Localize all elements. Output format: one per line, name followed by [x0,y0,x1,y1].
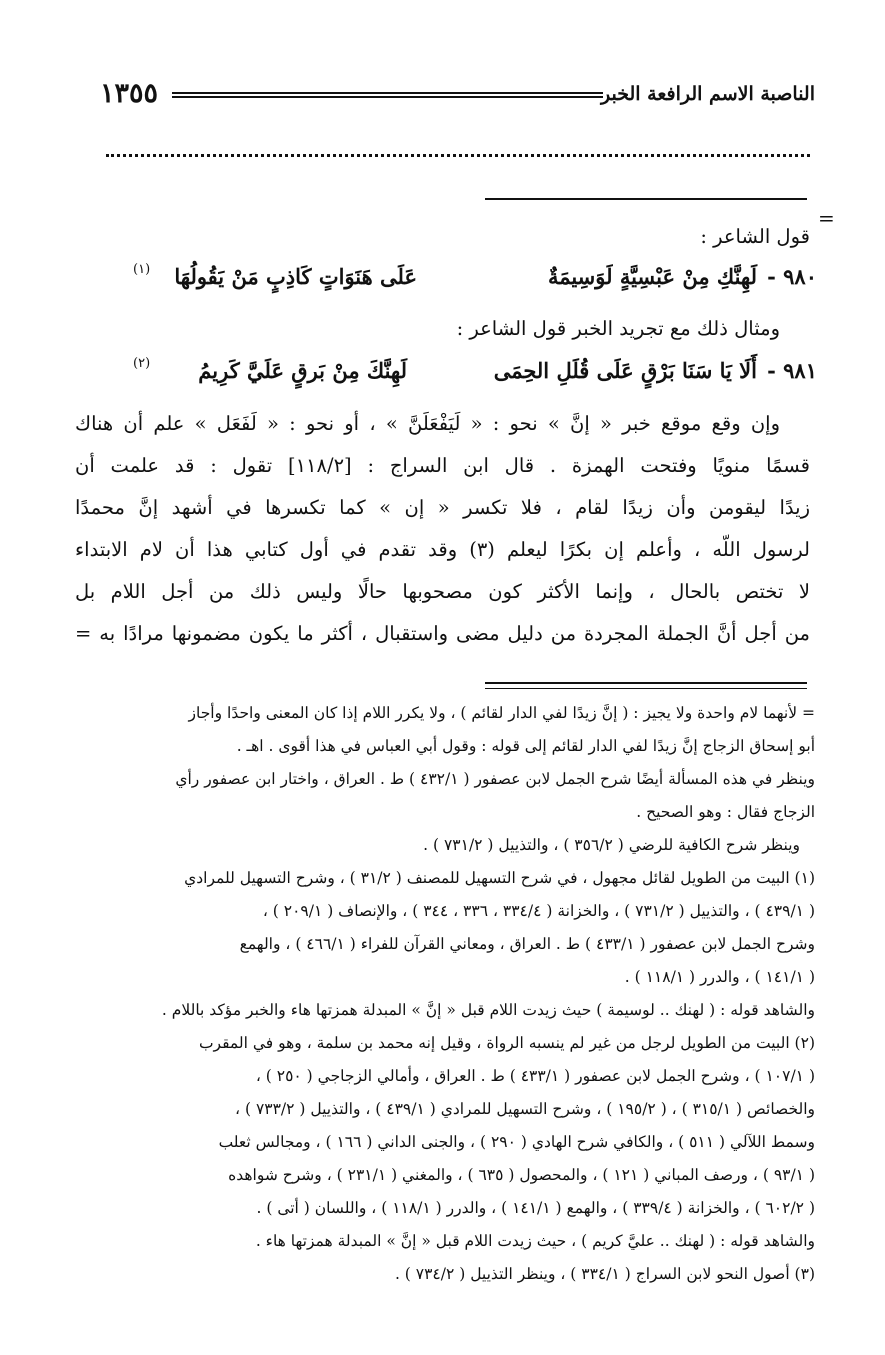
footnote-line: وينظر شرح الكافية للرضي ( ٣٥٦/٢ ) ، والتذييل ( ٧٣١/٢ ) . [423,836,800,854]
footnote-line: ( ١٤١/١ ) ، والدرر ( ١١٨/١ ) . [624,968,815,986]
between-verses-text: ومثال ذلك مع تجريد الخبر قول الشاعر : [456,317,780,340]
footnote-ref: (١) [133,262,151,277]
top-short-rule [485,198,807,200]
continuation-mark: = [818,206,835,230]
footnote-line: والشاهد قوله : ( لهنك .. عليَّ كريم ) ، حيث زيدت اللام قبل « إنَّ » المبدلة همزتها هاء . [255,1232,815,1250]
footnote-line: ( ٩٣/١ ) ، ورصف المباني ( ١٢١ ) ، والمحصول ( ٦٣٥ ) ، والمغني ( ٢٣١/١ ) ، وشرح شواهده [228,1166,815,1184]
footnote-ref: (٢) [133,356,151,371]
page-number: ١٣٥٥ [100,78,159,109]
dotted-separator [106,142,810,157]
body-line: لا تختص بالحال ، وإنما الأكثر كون مصحوبها حالًا وليس ذلك من أجل اللام بل [75,580,810,603]
body-line: قسمًا منويًا وفتحت الهمزة . قال ابن السراج : [١١٨/٢] تقول : قد علمت أن [75,454,810,477]
footnote-line: وسمط اللآلي ( ٥١١ ) ، والكافي شرح الهادي ( ٢٩٠ ) ، والجنى الداني ( ١٦٦ ) ، ومجالس ثعلب [218,1133,815,1151]
footnote-line: أبو إسحاق الزجاج إنَّ زيدًا لفي الدار لقائم إلى قوله : وقول أبي العباس في هذا أقوى . اهـ . [236,737,815,755]
verse-hemistich-1: أَلَا يَا سَنَا بَرْقٍ عَلَى قُلَلِ الحِمَى [493,358,757,383]
footnote-line: والشاهد قوله : ( لهنك .. لوسيمة ) حيث زيدت اللام قبل « إنَّ » المبدلة همزتها هاء والخبر مؤكد باللام . [161,1001,815,1019]
footnote-line: (٣) أصول النحو لابن السراج ( ٣٣٤/١ ) ، وينظر التذييل ( ٧٣٤/٢ ) . [394,1265,815,1283]
verse-980 [95,264,817,298]
verse-number: ٩٨١ - [767,358,817,383]
footnote-line: ( ١٠٧/١ ) ، وشرح الجمل لابن عصفور ( ٤٣٣/١ ) ط . العراق ، وأمالي الزجاجي ( ٢٥٠ ) ، [255,1067,815,1085]
footnote-line: وينظر في هذه المسألة أيضًا شرح الجمل لابن عصفور ( ٤٣٢/١ ) ط . العراق ، واختار ابن عصفور رأي [175,770,815,788]
body-paragraph [75,404,810,664]
verse-981 [95,358,817,392]
intro-text: قول الشاعر : [700,225,810,248]
running-title: الناصبة الاسم الرافعة الخبر [601,83,815,105]
footnote-line: (١) البيت من الطويل لقائل مجهول ، في شرح التسهيل للمصنف ( ٣١/٢ ) ، وشرح التسهيل للمرادي [184,869,815,887]
body-line: لرسول اللّه ، وأعلم إن بكرًا ليعلم (٣) وقد تقدم في أول كتابي هذا أن لام الابتداء [75,538,810,561]
footnote-line: وشرح الجمل لابن عصفور ( ٤٣٣/١ ) ط . العراق ، ومعاني القرآن للفراء ( ٤٦٦/١ ) ، والهمع [239,935,815,953]
verse-number: ٩٨٠ - [767,264,817,289]
header-rule [172,92,603,98]
body-line: زيدًا ليقومن وأن زيدًا لقام ، فلا تكسر « إن » كما تكسرها في أشهد إنَّ محمدًا [75,496,810,519]
body-line: وإن وقع موقع خبر « إنَّ » نحو : « لَيَفْعَلَنَّ » ، أو نحو : « لَفَعَل » علم أن هناك [75,412,780,435]
footnote-line: الزجاج فقال : وهو الصحيح . [636,803,815,821]
verse-hemistich-2: لَهِنَّكَ مِنْ بَرقٍ عَلَيَّ كَرِيمُ [198,358,407,383]
footnote-line: ( ٦٠٢/٢ ) ، والخزانة ( ٣٣٩/٤ ) ، والهمع ( ١٤١/١ ) ، والدرر ( ١١٨/١ ) ، واللسان ( أتى ) . [256,1199,815,1217]
body-line: من أجل أنَّ الجملة المجردة من دليل مضى واستقبال ، أكثر ما يكون مضمونها مرادًا به = [75,622,810,645]
page-header [100,76,815,112]
footnote-line: ( ٤٣٩/١ ) ، والتذييل ( ٧٣١/٢ ) ، والخزانة ( ٣٣٤/٤ ، ٣٣٦ ، ٣٤٤ ) ، والإنصاف ( ٢٠٩/١ ) ، [262,902,815,920]
verse-hemistich-2: عَلَى هَنَوَاتٍ كَاذِبٍ مَنْ يَقُولُهَا [174,264,417,289]
footnote-line: = لأنهما لام واحدة ولا يجيز : ( إنَّ زيدًا لفي الدار لقائم ) ، ولا يكرر اللام إذا كان المعنى واحدًا وأجاز [188,704,815,722]
footnote-rule-thin [485,688,807,689]
footnote-line: والخصائص ( ٣١٥/١ ) ، ( ١٩٥/٢ ) ، وشرح التسهيل للمرادي ( ٤٣٩/١ ) ، والتذييل ( ٧٣٣/٢ ) ، [235,1100,815,1118]
footnote-line: (٢) البيت من الطويل لرجل من غير لم ينسبه الرواة ، وقيل إنه محمد بن سلمة ، وهو في المقرب [198,1034,815,1052]
verse-hemistich-1: لَهِنَّكِ مِنْ عَبْسِيَّةٍ لَوَسِيمَةٌ [547,264,757,289]
footnote-rule [485,682,807,684]
